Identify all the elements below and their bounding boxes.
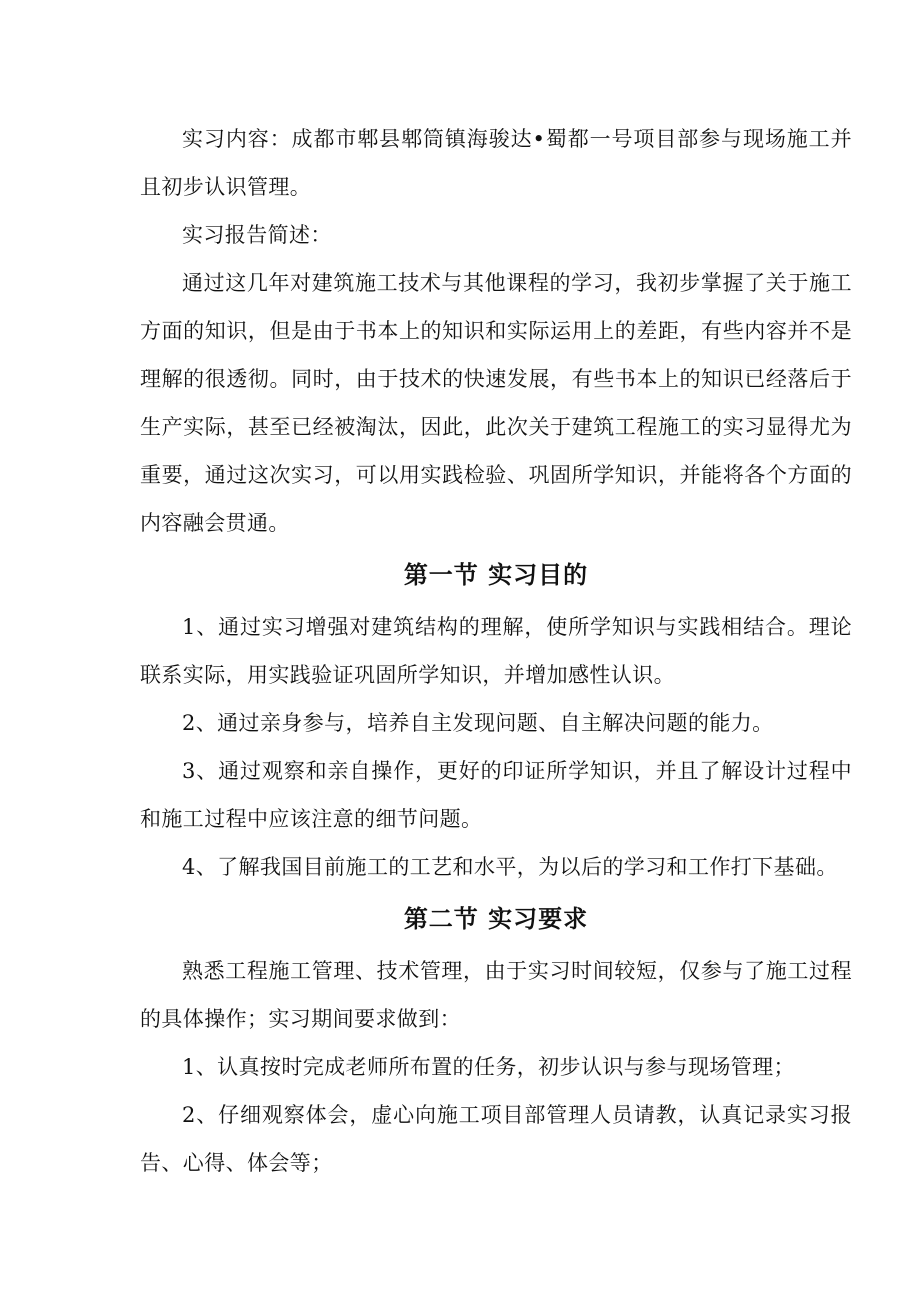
- section1-item-3: 3、通过观察和亲自操作，更好的印证所学知识，并且了解设计过程中和施工过程中应该注意的细节问题。: [140, 759, 852, 831]
- section1-item-4: 4、了解我国目前施工的工艺和水平，为以后的学习和工作打下基础。: [182, 855, 838, 879]
- report-summary-paragraph: 通过这几年对建筑施工技术与其他课程的学习，我初步掌握了关于施工方面的知识，但是由于书本上的知识和实际运用上的差距，有些内容并不是理解的很透彻。同时，由于技术的快速发展，有些书本上的知识已经落后于生产实际，甚至已经被淘汰，因此，此次关于建筑工程施工的实习显得尤为重要，通过这次实习，可以用实践检验、巩固所学知识，并能将各个方面的内容融会贯通。: [140, 271, 852, 535]
- document-page: [140, 115, 852, 1187]
- internship-content-paragraph: 实习内容：成都市郫县郫筒镇海骏达•蜀都一号项目部参与现场施工并且初步认识管理。: [140, 127, 852, 199]
- section2-item-2: 2、仔细观察体会，虚心向施工项目部管理人员请教，认真记录实习报告、心得、体会等；: [140, 1103, 852, 1175]
- section2-item-1: 1、认真按时完成老师所布置的任务，初步认识与参与现场管理；: [182, 1055, 795, 1079]
- section1-item-1: 1、通过实习增强对建筑结构的理解，使所学知识与实践相结合。理论联系实际，用实践验证巩固所学知识，并增加感性认识。: [140, 615, 852, 687]
- section2-intro: 熟悉工程施工管理、技术管理，由于实习时间较短，仅参与了施工过程的具体操作；实习期间要求做到：: [140, 959, 852, 1031]
- section2-title: 第二节 实习要求: [403, 904, 589, 933]
- section1-item-2: 2、通过亲身参与，培养自主发现问题、自主解决问题的能力。: [182, 711, 774, 735]
- section1-title: 第一节 实习目的: [403, 560, 589, 589]
- report-summary-label: 实习报告简述：: [182, 223, 332, 247]
